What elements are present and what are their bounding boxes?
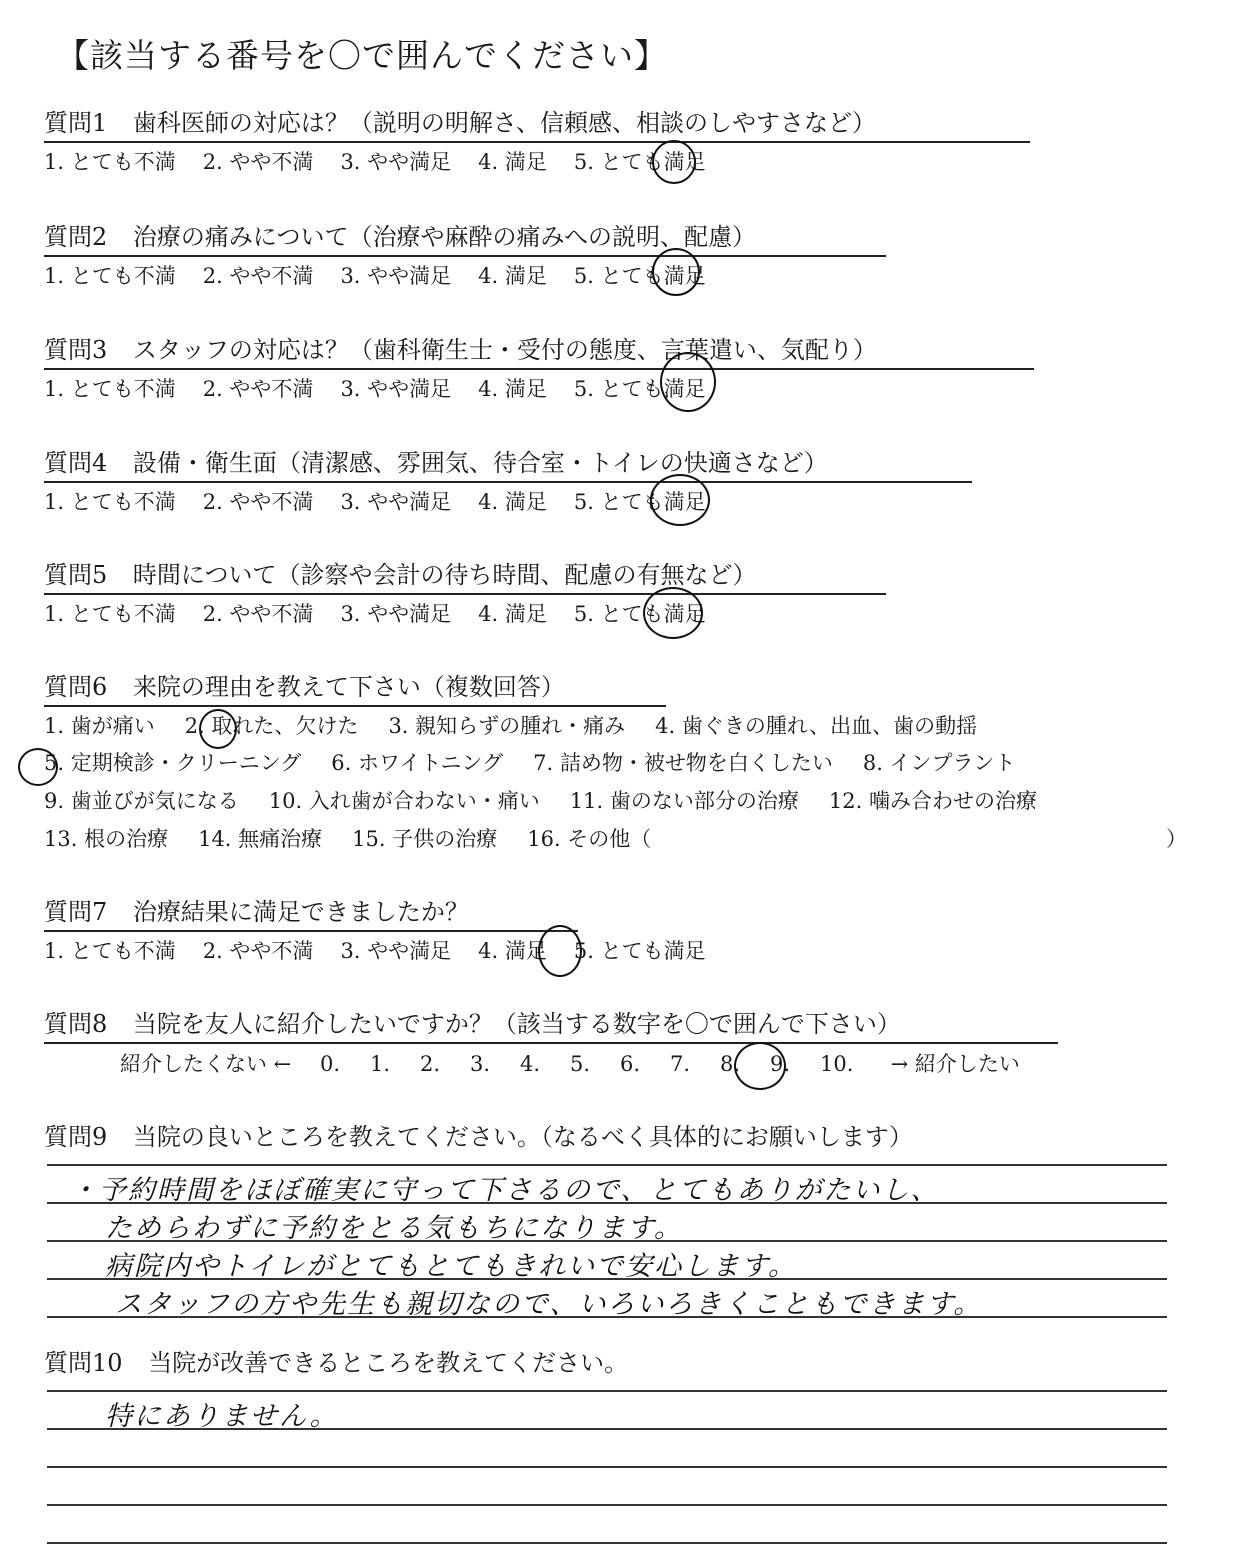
reason-option[interactable]: 12. 噛み合わせの治療 (828, 789, 1037, 813)
option-3[interactable]: 3. やや満足 (340, 602, 452, 626)
selection-circle (652, 140, 696, 184)
answer-line (47, 1164, 1167, 1166)
option-5[interactable]: 5. とても満足 (573, 939, 706, 963)
reason-option[interactable]: 13. 根の治療 (44, 827, 169, 851)
question-label: 質問10 (44, 1349, 123, 1377)
reason-row-2 (44, 749, 1016, 777)
option-2[interactable]: 2. やや不満 (202, 490, 314, 514)
reason-option[interactable]: 15. 子供の治療 (352, 827, 498, 851)
question-label: 質問8 (44, 1010, 108, 1038)
option-3[interactable]: 3. やや満足 (340, 377, 452, 401)
option-5[interactable]: 5. とても満足 (573, 264, 706, 288)
question-label: 質問1 (44, 109, 108, 137)
question-label: 質問5 (44, 561, 108, 589)
question-text: 設備・衛生面（清潔感、雰囲気、待合室・トイレの快適さなど） (132, 449, 828, 477)
underline (44, 593, 886, 595)
scale-4[interactable]: 4. (519, 1052, 541, 1076)
scale-3[interactable]: 3. (469, 1052, 491, 1076)
underline (44, 930, 578, 932)
scale-2[interactable]: 2. (419, 1052, 441, 1076)
answer-line (47, 1390, 1167, 1392)
reason-option[interactable]: 6. ホワイトニング (331, 751, 504, 775)
scale-left-label: 紹介したくない ← (120, 1052, 292, 1076)
question-text: 時間について（診察や会計の待ち時間、配慮の有無など） (132, 561, 757, 589)
question-text: 当院を友人に紹介したいですか？（該当する数字を〇で囲んで下さい） (132, 1010, 901, 1038)
answer-line (47, 1466, 1167, 1468)
selection-circle (538, 925, 582, 977)
answer-options (44, 600, 706, 628)
handwritten-answer: スタッフの方や先生も親切なので、いろいろきくこともできます。 (115, 1289, 983, 1320)
handwritten-answer: 特にありません。 (105, 1401, 339, 1432)
question-label: 質問4 (44, 449, 108, 477)
answer-options (44, 262, 706, 290)
question-text: 歯科医師の対応は？（説明の明解さ、信頼感、相談のしやすさなど） (132, 109, 876, 137)
question-header (44, 335, 877, 365)
option-2[interactable]: 2. やや不満 (202, 150, 314, 174)
selection-circle (199, 709, 237, 749)
underline (44, 255, 886, 257)
reason-option[interactable]: 1. 歯が痛い (44, 714, 155, 738)
reason-option[interactable]: 14. 無痛治療 (198, 827, 323, 851)
selection-circle (734, 1042, 786, 1090)
answer-options (44, 148, 706, 176)
handwritten-answer: ・予約時間をほぼ確実に守って下さるので、とてもありがたいし、 (70, 1175, 940, 1206)
option-4[interactable]: 4. 満足 (478, 264, 547, 288)
option-4[interactable]: 4. 満足 (478, 377, 547, 401)
selection-circle (660, 352, 716, 412)
form-title: 【該当する番号を〇で囲んでください】 (56, 36, 668, 75)
selection-circle (643, 587, 703, 639)
question-label: 質問2 (44, 223, 108, 251)
option-1[interactable]: 1. とても不満 (44, 150, 176, 174)
question-text: スタッフの対応は？（歯科衛生士・受付の態度、言葉遣い、気配り） (132, 336, 877, 364)
option-1[interactable]: 1. とても不満 (44, 264, 176, 288)
scale-9[interactable]: 9. (769, 1052, 791, 1076)
option-2[interactable]: 2. やや不満 (202, 602, 314, 626)
reason-row-4 (44, 825, 651, 853)
question-header (44, 560, 756, 590)
question-header (44, 1122, 913, 1152)
scale-6[interactable]: 6. (619, 1052, 641, 1076)
question-text: 治療結果に満足できましたか？ (132, 898, 469, 926)
selection-circle (650, 474, 710, 526)
question-label: 質問9 (44, 1123, 108, 1151)
scale-5[interactable]: 5. (569, 1052, 591, 1076)
option-4[interactable]: 4. 満足 (478, 490, 547, 514)
scale-1[interactable]: 1. (369, 1052, 391, 1076)
reason-option[interactable]: 5. 定期検診・クリーニング (44, 751, 302, 775)
scale-8[interactable]: 8. (719, 1052, 741, 1076)
selection-circle (18, 748, 58, 786)
reason-row-1 (44, 712, 977, 740)
reason-option[interactable]: 11. 歯のない部分の治療 (569, 789, 799, 813)
answer-options (44, 937, 706, 965)
question-header (44, 448, 828, 478)
option-2[interactable]: 2. やや不満 (202, 264, 314, 288)
option-5[interactable]: 5. とても満足 (573, 602, 706, 626)
question-header (44, 897, 469, 927)
handwritten-answer: ためらわずに予約をとる気もちになります。 (105, 1213, 683, 1244)
option-2[interactable]: 2. やや不満 (202, 939, 314, 963)
scale-right-label: → 紹介したい (890, 1052, 1020, 1076)
question-header (44, 108, 876, 138)
question-header (44, 1009, 901, 1039)
underline (44, 705, 666, 707)
reason-option[interactable]: 7. 詰め物・被せ物を白くしたい (533, 751, 833, 775)
question-header (44, 222, 756, 252)
option-1[interactable]: 1. とても不満 (44, 490, 176, 514)
question-text: 当院が改善できるところを教えてください。 (148, 1349, 629, 1377)
question-text: 当院の良いところを教えてください。（なるべく具体的にお願いします） (132, 1123, 913, 1151)
scale-0[interactable]: 0. (319, 1052, 341, 1076)
option-4[interactable]: 4. 満足 (478, 150, 547, 174)
reason-option[interactable]: 4. 歯ぐきの腫れ、出血、歯の動揺 (655, 714, 978, 738)
option-5[interactable]: 5. とても満足 (573, 377, 706, 401)
scale-10[interactable]: 10. (819, 1052, 854, 1076)
option-1[interactable]: 1. とても不満 (44, 377, 176, 401)
option-1[interactable]: 1. とても不満 (44, 939, 176, 963)
reason-option[interactable]: 2. 取れた、欠けた (184, 714, 359, 738)
question-header (44, 1348, 628, 1378)
option-3[interactable]: 3. やや満足 (340, 150, 452, 174)
option-4[interactable]: 4. 満足 (478, 602, 547, 626)
answer-options (44, 375, 706, 403)
referral-scale (120, 1050, 1020, 1078)
question-text: 治療の痛みについて（治療や麻酔の痛みへの説明、配慮） (132, 223, 756, 251)
handwritten-answer: 病院内やトイレがとてもとてもきれいで安心します。 (105, 1251, 797, 1282)
question-label: 質問6 (44, 673, 108, 701)
question-text: 来院の理由を教えて下さい（複数回答） (132, 673, 565, 701)
question-label: 質問3 (44, 336, 108, 364)
question-label: 質問7 (44, 898, 108, 926)
scale-7[interactable]: 7. (669, 1052, 691, 1076)
answer-options (44, 488, 706, 516)
reason-row-3 (44, 787, 1037, 815)
option-5[interactable]: 5. とても満足 (573, 150, 706, 174)
option-3[interactable]: 3. やや満足 (340, 264, 452, 288)
option-3[interactable]: 3. やや満足 (340, 490, 452, 514)
option-1[interactable]: 1. とても不満 (44, 602, 176, 626)
reason-option[interactable]: 16. その他（ (527, 827, 652, 851)
reason-option[interactable]: 3. 親知らずの腫れ・痛み (388, 714, 626, 738)
option-3[interactable]: 3. やや満足 (340, 939, 452, 963)
underline (44, 368, 1034, 370)
answer-line (47, 1504, 1167, 1506)
option-4[interactable]: 4. 満足 (478, 939, 547, 963)
reason-option[interactable]: 8. インプラント (862, 751, 1016, 775)
selection-circle (652, 248, 700, 296)
question-header (44, 672, 565, 702)
underline (44, 1042, 1058, 1044)
reason-option[interactable]: 9. 歯並びが気になる (44, 789, 239, 813)
reason-option[interactable]: 10. 入れ歯が合わない・痛い (268, 789, 540, 813)
option-2[interactable]: 2. やや不満 (202, 377, 314, 401)
other-close-paren: ） (1166, 827, 1187, 851)
answer-line (47, 1542, 1167, 1544)
underline (44, 141, 1030, 143)
option-5[interactable]: 5. とても満足 (573, 490, 706, 514)
underline (44, 481, 972, 483)
